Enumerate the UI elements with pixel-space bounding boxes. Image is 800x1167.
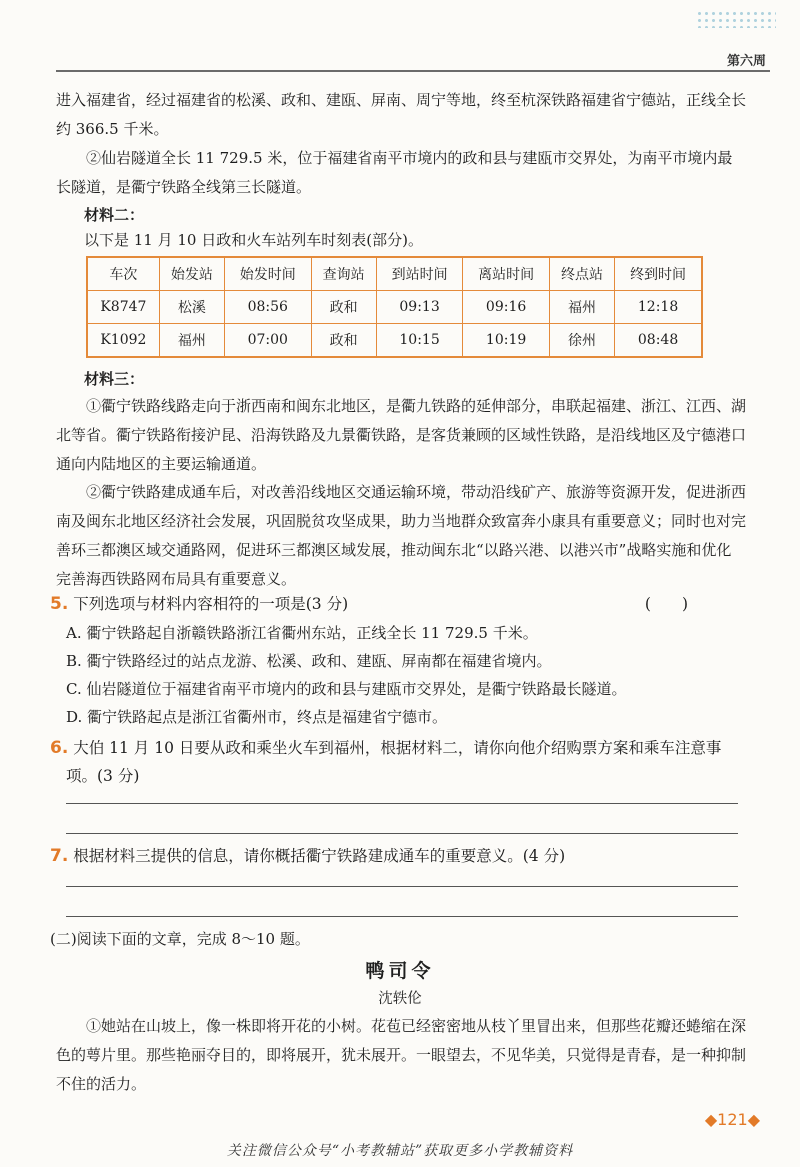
question-text: 大伯 11 月 10 日要从政和乘坐火车到福州，根据材料二，请你向他介绍购票方案和乘车注意事 (73, 739, 722, 757)
decorative-dots (696, 10, 776, 28)
option-d: D. 衢宁铁路起点是浙江省衢州市，终点是福建省宁德市。 (66, 708, 448, 726)
article-title: 鸭司令 (365, 960, 435, 982)
question-5 (50, 590, 750, 618)
question-7 (50, 842, 750, 870)
table-header: 始发时间 (225, 257, 312, 291)
table-cell: 09:16 (463, 291, 550, 324)
material-3-heading: 材料三： (84, 370, 145, 388)
table-header: 离站时间 (463, 257, 550, 291)
table-cell: 福州 (549, 291, 614, 324)
question-text: 下列选项与材料内容相符的一项是(3 分) (73, 595, 349, 613)
material-3-paragraph-2: ②衢宁铁路建成通车后，对改善沿线地区交通运输环境，带动沿线矿产、旅游等资源开发，促进浙西南及闽东北地区经济社会发展，巩固脱贫攻坚成果，助力当地群众致富奔小康具有重要意义；同时也对完善环三都澳区域交通路网，促进环三都澳区域发展，推动闽东北“以路兴港、以港兴市”战略实施和优化完善海西铁路网布局具有重要意义。 (56, 483, 747, 588)
table-cell: 08:56 (225, 291, 312, 324)
table-cell: 07:00 (225, 324, 312, 358)
table-cell: K8747 (87, 291, 159, 324)
timetable-caption: 以下是 11 月 10 日政和火车站列车时刻表(部分)。 (84, 231, 423, 249)
question-text: 根据材料三提供的信息，请你概括衢宁铁路建成通车的重要意义。(4 分) (73, 847, 566, 865)
question-6-line-2: 项。(3 分) (66, 767, 140, 785)
question-number: 6. (50, 738, 69, 758)
table-cell: 09:13 (376, 291, 463, 324)
table-header: 终到时间 (615, 257, 702, 291)
intro-paragraph-1: 进入福建省，经过福建省的松溪、政和、建瓯、屏南、周宁等地，终至杭深铁路福建省宁德站，正线全长约 366.5 千米。 (56, 91, 747, 138)
header-divider (56, 70, 770, 72)
answer-bracket[interactable]: ( ) (644, 595, 688, 613)
table-row (87, 324, 702, 358)
week-label: 第六周 (726, 54, 766, 69)
material-3-paragraph-1: ①衢宁铁路线路走向于浙西南和闽东北地区，是衢九铁路的延伸部分，串联起福建、浙江、江西、湖北等省。衢宁铁路衔接沪昆、沿海铁路及九景衢铁路，是客货兼顾的区域性铁路，是沿线地区及宁德港口通向内陆地区的主要运输通道。 (56, 397, 747, 473)
table-cell: 松溪 (159, 291, 224, 324)
question-6 (50, 734, 750, 762)
table-header: 到站时间 (376, 257, 463, 291)
table-cell: 政和 (311, 291, 376, 324)
material-2-heading: 材料二： (84, 206, 145, 224)
table-cell: 徐州 (549, 324, 614, 358)
option-c: C. 仙岩隧道位于福建省南平市境内的政和县与建瓯市交界处，是衢宁铁路最长隧道。 (66, 680, 627, 698)
table-header-row (87, 257, 702, 291)
answer-line[interactable] (66, 916, 738, 917)
footer-note: 关注微信公众号“小考教辅站”获取更多小学教辅资料 (226, 1143, 574, 1159)
table-header: 始发站 (159, 257, 224, 291)
answer-line[interactable] (66, 803, 738, 804)
table-cell: 福州 (159, 324, 224, 358)
table-row (87, 291, 702, 324)
table-cell: K1092 (87, 324, 159, 358)
table-header: 车次 (87, 257, 159, 291)
table-cell: 08:48 (615, 324, 702, 358)
page-number-value: 121 (717, 1110, 748, 1129)
page-number: ◆121◆ (704, 1110, 760, 1129)
table-cell: 10:15 (376, 324, 463, 358)
answer-line[interactable] (66, 886, 738, 887)
answer-line[interactable] (66, 833, 738, 834)
intro-paragraph-2: ②仙岩隧道全长 11 729.5 米，位于福建省南平市境内的政和县与建瓯市交界处，为南平市境内最长隧道，是衢宁铁路全线第三长隧道。 (56, 149, 733, 196)
table-cell: 政和 (311, 324, 376, 358)
table-cell: 12:18 (615, 291, 702, 324)
table-header: 终点站 (549, 257, 614, 291)
question-number: 7. (50, 846, 69, 866)
article-paragraph-1: ①她站在山坡上，像一株即将开花的小树。花苞已经密密地从枝丫里冒出来，但那些花瓣还蜷缩在深色的萼片里。那些艳丽夺目的，即将展开，犹未展开。一眼望去，不见华美，只觉得是青春，是一种抑制不住的活力。 (56, 1017, 747, 1093)
table-cell: 10:19 (463, 324, 550, 358)
article-author: 沈轶伦 (378, 991, 422, 1007)
table-header: 查询站 (311, 257, 376, 291)
question-number: 5. (50, 594, 69, 614)
option-b: B. 衢宁铁路经过的站点龙游、松溪、政和、建瓯、屏南都在福建省境内。 (66, 652, 552, 670)
train-timetable (86, 256, 703, 358)
section-heading: (二)阅读下面的文章，完成 8～10 题。 (50, 930, 310, 948)
option-a: A. 衢宁铁路起自浙赣铁路浙江省衢州东站，正线全长 11 729.5 千米。 (66, 624, 538, 642)
